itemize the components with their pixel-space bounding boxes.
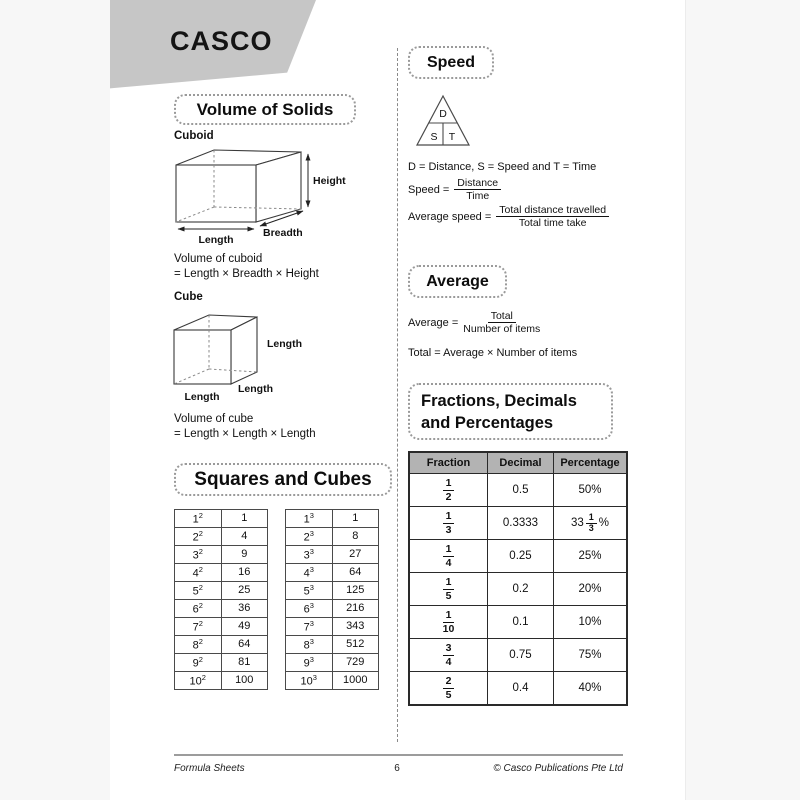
table-row: [175, 654, 268, 672]
value-cell: 64: [332, 564, 379, 582]
decimal-cell: 0.25: [488, 540, 554, 573]
fraction-denominator: Total time take: [518, 217, 587, 230]
cuboid-diagram: [167, 145, 357, 249]
expression-cell: [286, 510, 333, 528]
decimal-cell: 0.2: [488, 573, 554, 606]
table-row: [286, 672, 379, 690]
fraction-numerator: Total: [488, 310, 516, 323]
expression-cell: [286, 654, 333, 672]
exponent: 2: [198, 636, 203, 646]
value-cell: 36: [221, 600, 268, 618]
expression-cell: [175, 564, 222, 582]
table-row: [409, 540, 627, 573]
formula-sheet-page: [110, 0, 686, 800]
exponent: 2: [198, 582, 203, 592]
value-cell: 1000: [332, 672, 379, 690]
fraction: [454, 177, 501, 202]
table-row: [175, 510, 268, 528]
numerator: 3: [443, 642, 455, 655]
fraction-cell: [409, 474, 488, 507]
value-cell: 1: [221, 510, 268, 528]
average-speed-formula: [408, 204, 609, 229]
percentage-cell: 75%: [554, 639, 628, 672]
exponent: 2: [198, 654, 203, 664]
cube-label: Cube: [174, 291, 203, 303]
fraction-cell: [409, 540, 488, 573]
title-line-2: and Percentages: [421, 413, 554, 432]
section-title-text: Volume of Solids: [196, 99, 334, 119]
exponent: 3: [309, 510, 314, 520]
exponent: 2: [198, 618, 203, 628]
exponent: 2: [198, 600, 203, 610]
table-row: [286, 654, 379, 672]
table-row: [175, 636, 268, 654]
cube-formula-heading: Volume of cube: [174, 413, 254, 425]
table-row: [286, 510, 379, 528]
formula-lhs: Average speed =: [408, 210, 492, 223]
cuboid-formula-body: = Length × Breadth × Height: [174, 268, 319, 280]
base: 2: [303, 531, 310, 544]
exponent: 2: [201, 672, 206, 682]
denominator: 4: [445, 556, 452, 569]
decimal-cell: 0.1: [488, 606, 554, 639]
percentage-cell: [554, 507, 628, 540]
cuboid-formula-heading: Volume of cuboid: [174, 253, 263, 265]
header-fraction: Fraction: [409, 452, 488, 474]
exponent: 2: [198, 510, 203, 520]
section-title-text: Average: [426, 272, 489, 290]
fraction-cell: [409, 672, 488, 706]
exponent: 3: [309, 582, 314, 592]
cube-length-label-bottom: Length: [184, 391, 220, 403]
table-row: [286, 618, 379, 636]
base: 6: [192, 603, 199, 616]
decimal-cell: 0.75: [488, 639, 554, 672]
expression-cell: [286, 582, 333, 600]
denominator: 2: [445, 490, 452, 503]
decimal-cell: 0.4: [488, 672, 554, 706]
cube-diagram: [167, 305, 337, 407]
expression-cell: [175, 582, 222, 600]
speed-triangle-diagram: [413, 90, 483, 152]
value-cell: 81: [221, 654, 268, 672]
expression-cell: [175, 546, 222, 564]
fraction: [586, 513, 597, 533]
value-cell: 4: [221, 528, 268, 546]
denominator: 3: [588, 522, 594, 533]
cuboid-length-label: Length: [198, 234, 234, 246]
base: 8: [192, 639, 199, 652]
table-row: [409, 573, 627, 606]
exponent: 3: [309, 528, 314, 538]
denominator: 10: [442, 622, 455, 635]
expression-cell: [175, 528, 222, 546]
base: 10: [300, 675, 313, 688]
formula-lhs: Speed =: [408, 183, 450, 196]
expression-cell: [175, 600, 222, 618]
value-cell: 343: [332, 618, 379, 636]
percent-sign: %: [598, 517, 610, 529]
base: 8: [303, 639, 310, 652]
fraction: [463, 310, 540, 335]
table-row: [286, 600, 379, 618]
numerator: 2: [443, 675, 455, 688]
base: 5: [192, 585, 199, 598]
decimal-cell: 0.3333: [488, 507, 554, 540]
table-row: [286, 582, 379, 600]
expression-cell: [286, 618, 333, 636]
base: 9: [303, 657, 310, 670]
percentage-cell: 20%: [554, 573, 628, 606]
section-title-average: [408, 265, 507, 298]
cube-length-label-right: Length: [267, 338, 302, 350]
value-cell: 512: [332, 636, 379, 654]
denominator: 5: [445, 688, 452, 701]
percentage-cell: 50%: [554, 474, 628, 507]
table-row: [175, 546, 268, 564]
cubes-table: [285, 509, 379, 690]
expression-cell: [175, 654, 222, 672]
section-title-text: [421, 390, 577, 434]
formula-lhs: Average =: [408, 316, 459, 329]
mixed-number: [571, 513, 609, 533]
numerator: 1: [443, 576, 455, 589]
cuboid-breadth-label: Breadth: [263, 227, 303, 239]
base: 4: [192, 567, 199, 580]
base: 3: [303, 549, 310, 562]
value-cell: 8: [332, 528, 379, 546]
value-cell: 49: [221, 618, 268, 636]
fraction-cell: [409, 507, 488, 540]
exponent: 3: [309, 618, 314, 628]
page-number: 6: [394, 763, 400, 774]
base: 7: [192, 621, 199, 634]
header-decimal: Decimal: [488, 452, 554, 474]
footer-copyright: © Casco Publications Pte Ltd: [493, 763, 623, 774]
fraction-cell: [409, 573, 488, 606]
exponent: 3: [309, 636, 314, 646]
fraction-numerator: Distance: [454, 177, 501, 190]
table-row: [175, 600, 268, 618]
denominator: 4: [445, 655, 452, 668]
average-formula: [408, 310, 540, 335]
base: 4: [303, 567, 310, 580]
fractions-table: [408, 451, 628, 706]
section-title-text: Speed: [426, 53, 475, 71]
exponent: 2: [198, 528, 203, 538]
triangle-letter-t: T: [448, 131, 456, 143]
table-row: [286, 528, 379, 546]
base: 10: [189, 675, 202, 688]
whole-part: 33: [570, 517, 584, 529]
footer-title: Formula Sheets: [174, 763, 245, 774]
cuboid-label: Cuboid: [174, 130, 214, 142]
base: 1: [303, 513, 310, 526]
table-row: [286, 546, 379, 564]
expression-cell: [175, 618, 222, 636]
base: 2: [192, 531, 199, 544]
table-row: [409, 474, 627, 507]
denominator: 5: [445, 589, 452, 602]
value-cell: 125: [332, 582, 379, 600]
section-title-text: Squares and Cubes: [194, 468, 372, 490]
column-divider: [397, 48, 398, 742]
table-row: [409, 507, 627, 540]
table-row: [175, 582, 268, 600]
expression-cell: [175, 510, 222, 528]
brand-logo: CASCO: [170, 26, 273, 56]
table-row: [175, 672, 268, 690]
fraction-denominator: Number of items: [463, 323, 541, 336]
header-percentage: Percentage: [554, 452, 628, 474]
squares-table: [174, 509, 268, 690]
numerator: 1: [443, 543, 455, 556]
value-cell: 64: [221, 636, 268, 654]
triangle-letter-d: D: [439, 108, 447, 120]
table-row: [409, 672, 627, 706]
cube-length-label-depth: Length: [238, 383, 273, 395]
base: 1: [192, 513, 199, 526]
expression-cell: [286, 528, 333, 546]
numerator: 1: [443, 609, 455, 622]
expression-cell: [175, 672, 222, 690]
denominator: 3: [445, 523, 452, 536]
section-title-speed: [408, 46, 494, 79]
cuboid-height-label: Height: [313, 175, 346, 187]
value-cell: 729: [332, 654, 379, 672]
exponent: 3: [309, 564, 314, 574]
fraction-cell: [409, 639, 488, 672]
section-title-fractions-decimals-percentages: [408, 383, 613, 440]
base: 7: [303, 621, 310, 634]
exponent: 3: [309, 546, 314, 556]
value-cell: 25: [221, 582, 268, 600]
title-line-1: Fractions, Decimals: [421, 391, 577, 410]
table-row: [409, 639, 627, 672]
exponent: 2: [198, 546, 203, 556]
section-title-squares-and-cubes: [174, 463, 392, 496]
fraction-denominator: Time: [466, 190, 490, 203]
table-row: [175, 564, 268, 582]
expression-cell: [175, 636, 222, 654]
value-cell: 1: [332, 510, 379, 528]
value-cell: 216: [332, 600, 379, 618]
fraction-cell: [409, 606, 488, 639]
exponent: 3: [309, 600, 314, 610]
exponent: 2: [198, 564, 203, 574]
table-row: [175, 618, 268, 636]
speed-legend: D = Distance, S = Speed and T = Time: [408, 161, 597, 173]
base: 3: [192, 549, 199, 562]
table-header-row: [409, 452, 627, 474]
table-row: [409, 606, 627, 639]
footer-rule: [174, 754, 623, 756]
expression-cell: [286, 564, 333, 582]
expression-cell: [286, 636, 333, 654]
percentage-cell: 25%: [554, 540, 628, 573]
base: 5: [303, 585, 310, 598]
value-cell: 27: [332, 546, 379, 564]
expression-cell: [286, 546, 333, 564]
percentage-cell: 40%: [554, 672, 628, 706]
cuboid-formula: [174, 252, 319, 282]
total-formula: Total = Average × Number of items: [408, 347, 578, 359]
fraction-numerator: Total distance travelled: [496, 204, 609, 217]
speed-formula: [408, 177, 501, 202]
fraction: [496, 204, 609, 229]
table-row: [286, 636, 379, 654]
percentage-cell: 10%: [554, 606, 628, 639]
triangle-letter-s: S: [430, 131, 438, 143]
exponent: 3: [309, 654, 314, 664]
numerator: 1: [443, 510, 455, 523]
expression-cell: [286, 672, 333, 690]
expression-cell: [286, 600, 333, 618]
base: 9: [192, 657, 199, 670]
value-cell: 9: [221, 546, 268, 564]
decimal-cell: 0.5: [488, 474, 554, 507]
numerator: 1: [443, 477, 455, 490]
exponent: 3: [312, 672, 317, 682]
base: 6: [303, 603, 310, 616]
table-row: [286, 564, 379, 582]
value-cell: 16: [221, 564, 268, 582]
table-row: [175, 528, 268, 546]
cube-formula-body: = Length × Length × Length: [174, 428, 316, 440]
value-cell: 100: [221, 672, 268, 690]
cube-formula: [174, 412, 316, 442]
section-title-volume-of-solids: [174, 94, 356, 125]
numerator: 1: [586, 513, 597, 523]
